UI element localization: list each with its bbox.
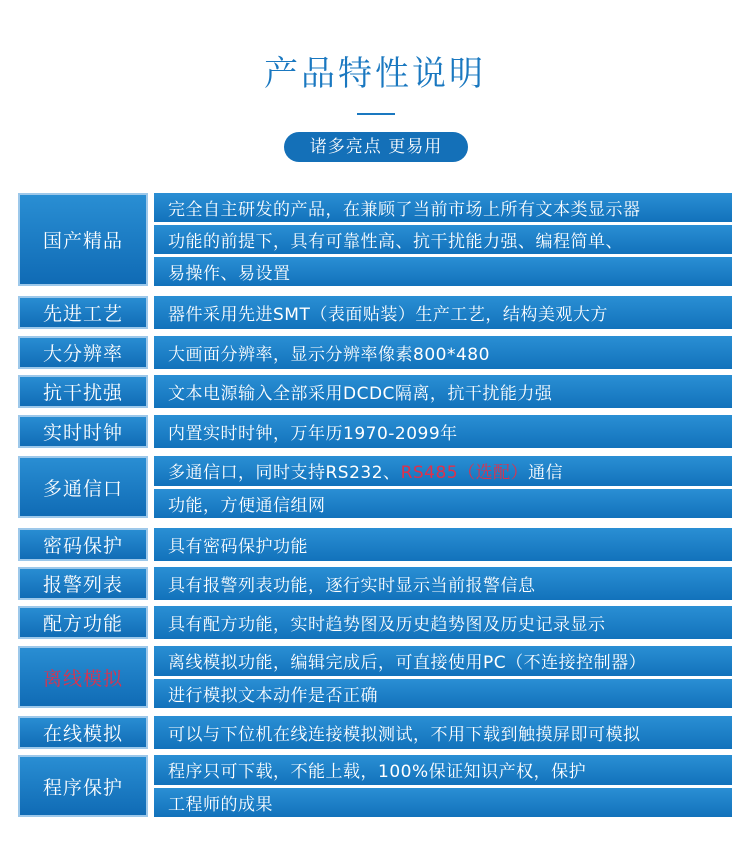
feature-description-line <box>154 456 732 486</box>
feature-label: 国产精品 <box>18 193 148 286</box>
feature-description-line: 可以与下位机在线连接模拟测试，不用下载到触摸屏即可模拟 <box>154 716 732 749</box>
feature-description <box>154 375 732 408</box>
feature-label: 离线模拟 <box>18 646 148 708</box>
feature-description <box>154 716 732 749</box>
feature-description-line: 离线模拟功能，编辑完成后，可直接使用PC（不连接控制器） <box>154 646 732 676</box>
feature-description-line: 大画面分辨率，显示分辨率像素800*480 <box>154 336 732 369</box>
feature-row <box>18 456 732 518</box>
feature-description-line: 功能，方便通信组网 <box>154 489 732 519</box>
feature-label: 多通信口 <box>18 456 148 518</box>
feature-description <box>154 755 732 817</box>
feature-description-line: 功能的前提下，具有可靠性高、抗干扰能力强、编程简单、 <box>154 225 732 254</box>
feature-description-line: 具有报警列表功能，逐行实时显示当前报警信息 <box>154 567 732 600</box>
feature-label: 抗干扰强 <box>18 375 148 408</box>
feature-description-line: 工程师的成果 <box>154 788 732 818</box>
feature-label: 实时时钟 <box>18 415 148 448</box>
feature-description <box>154 567 732 600</box>
feature-description <box>154 336 732 369</box>
title-underline <box>357 113 395 115</box>
feature-description-line: 进行模拟文本动作是否正确 <box>154 679 732 709</box>
feature-description-line: 易操作、易设置 <box>154 257 732 286</box>
page-title: 产品特性说明 <box>264 54 486 94</box>
feature-label: 大分辨率 <box>18 336 148 369</box>
feature-description <box>154 296 732 329</box>
feature-label: 配方功能 <box>18 606 148 639</box>
feature-description <box>154 528 732 561</box>
optional-highlight-text: RS485（选配） <box>400 463 529 484</box>
feature-row <box>18 375 732 408</box>
feature-description-line: 具有密码保护功能 <box>154 528 732 561</box>
feature-description-line: 完全自主研发的产品，在兼顾了当前市场上所有文本类显示器 <box>154 193 732 222</box>
feature-row <box>18 528 732 561</box>
feature-label: 密码保护 <box>18 528 148 561</box>
feature-description-line: 器件采用先进SMT（表面贴装）生产工艺，结构美观大方 <box>154 296 732 329</box>
feature-row <box>18 716 732 749</box>
feature-label: 在线模拟 <box>18 716 148 749</box>
feature-description-line: 具有配方功能，实时趋势图及历史趋势图及历史记录显示 <box>154 606 732 639</box>
feature-row <box>18 336 732 369</box>
description-text: 多通信口，同时支持RS232、 <box>168 463 401 484</box>
feature-label: 先进工艺 <box>18 296 148 329</box>
feature-description-line: 文本电源输入全部采用DCDC隔离，抗干扰能力强 <box>154 375 732 408</box>
highlight-badge: 诸多亮点 更易用 <box>284 132 468 162</box>
feature-row <box>18 193 732 286</box>
feature-description <box>154 456 732 518</box>
feature-label: 报警列表 <box>18 567 148 600</box>
feature-row <box>18 606 732 639</box>
feature-description <box>154 646 732 708</box>
feature-row <box>18 646 732 708</box>
feature-description <box>154 606 732 639</box>
feature-row <box>18 415 732 448</box>
feature-row <box>18 567 732 600</box>
feature-description <box>154 415 732 448</box>
feature-description-line: 程序只可下载，不能上载，100%保证知识产权，保护 <box>154 755 732 785</box>
feature-row <box>18 296 732 329</box>
description-text: 通信 <box>528 463 564 484</box>
feature-description-line: 内置实时时钟，万年历1970-2099年 <box>154 415 732 448</box>
feature-row <box>18 755 732 817</box>
feature-label: 程序保护 <box>18 755 148 817</box>
feature-description <box>154 193 732 286</box>
